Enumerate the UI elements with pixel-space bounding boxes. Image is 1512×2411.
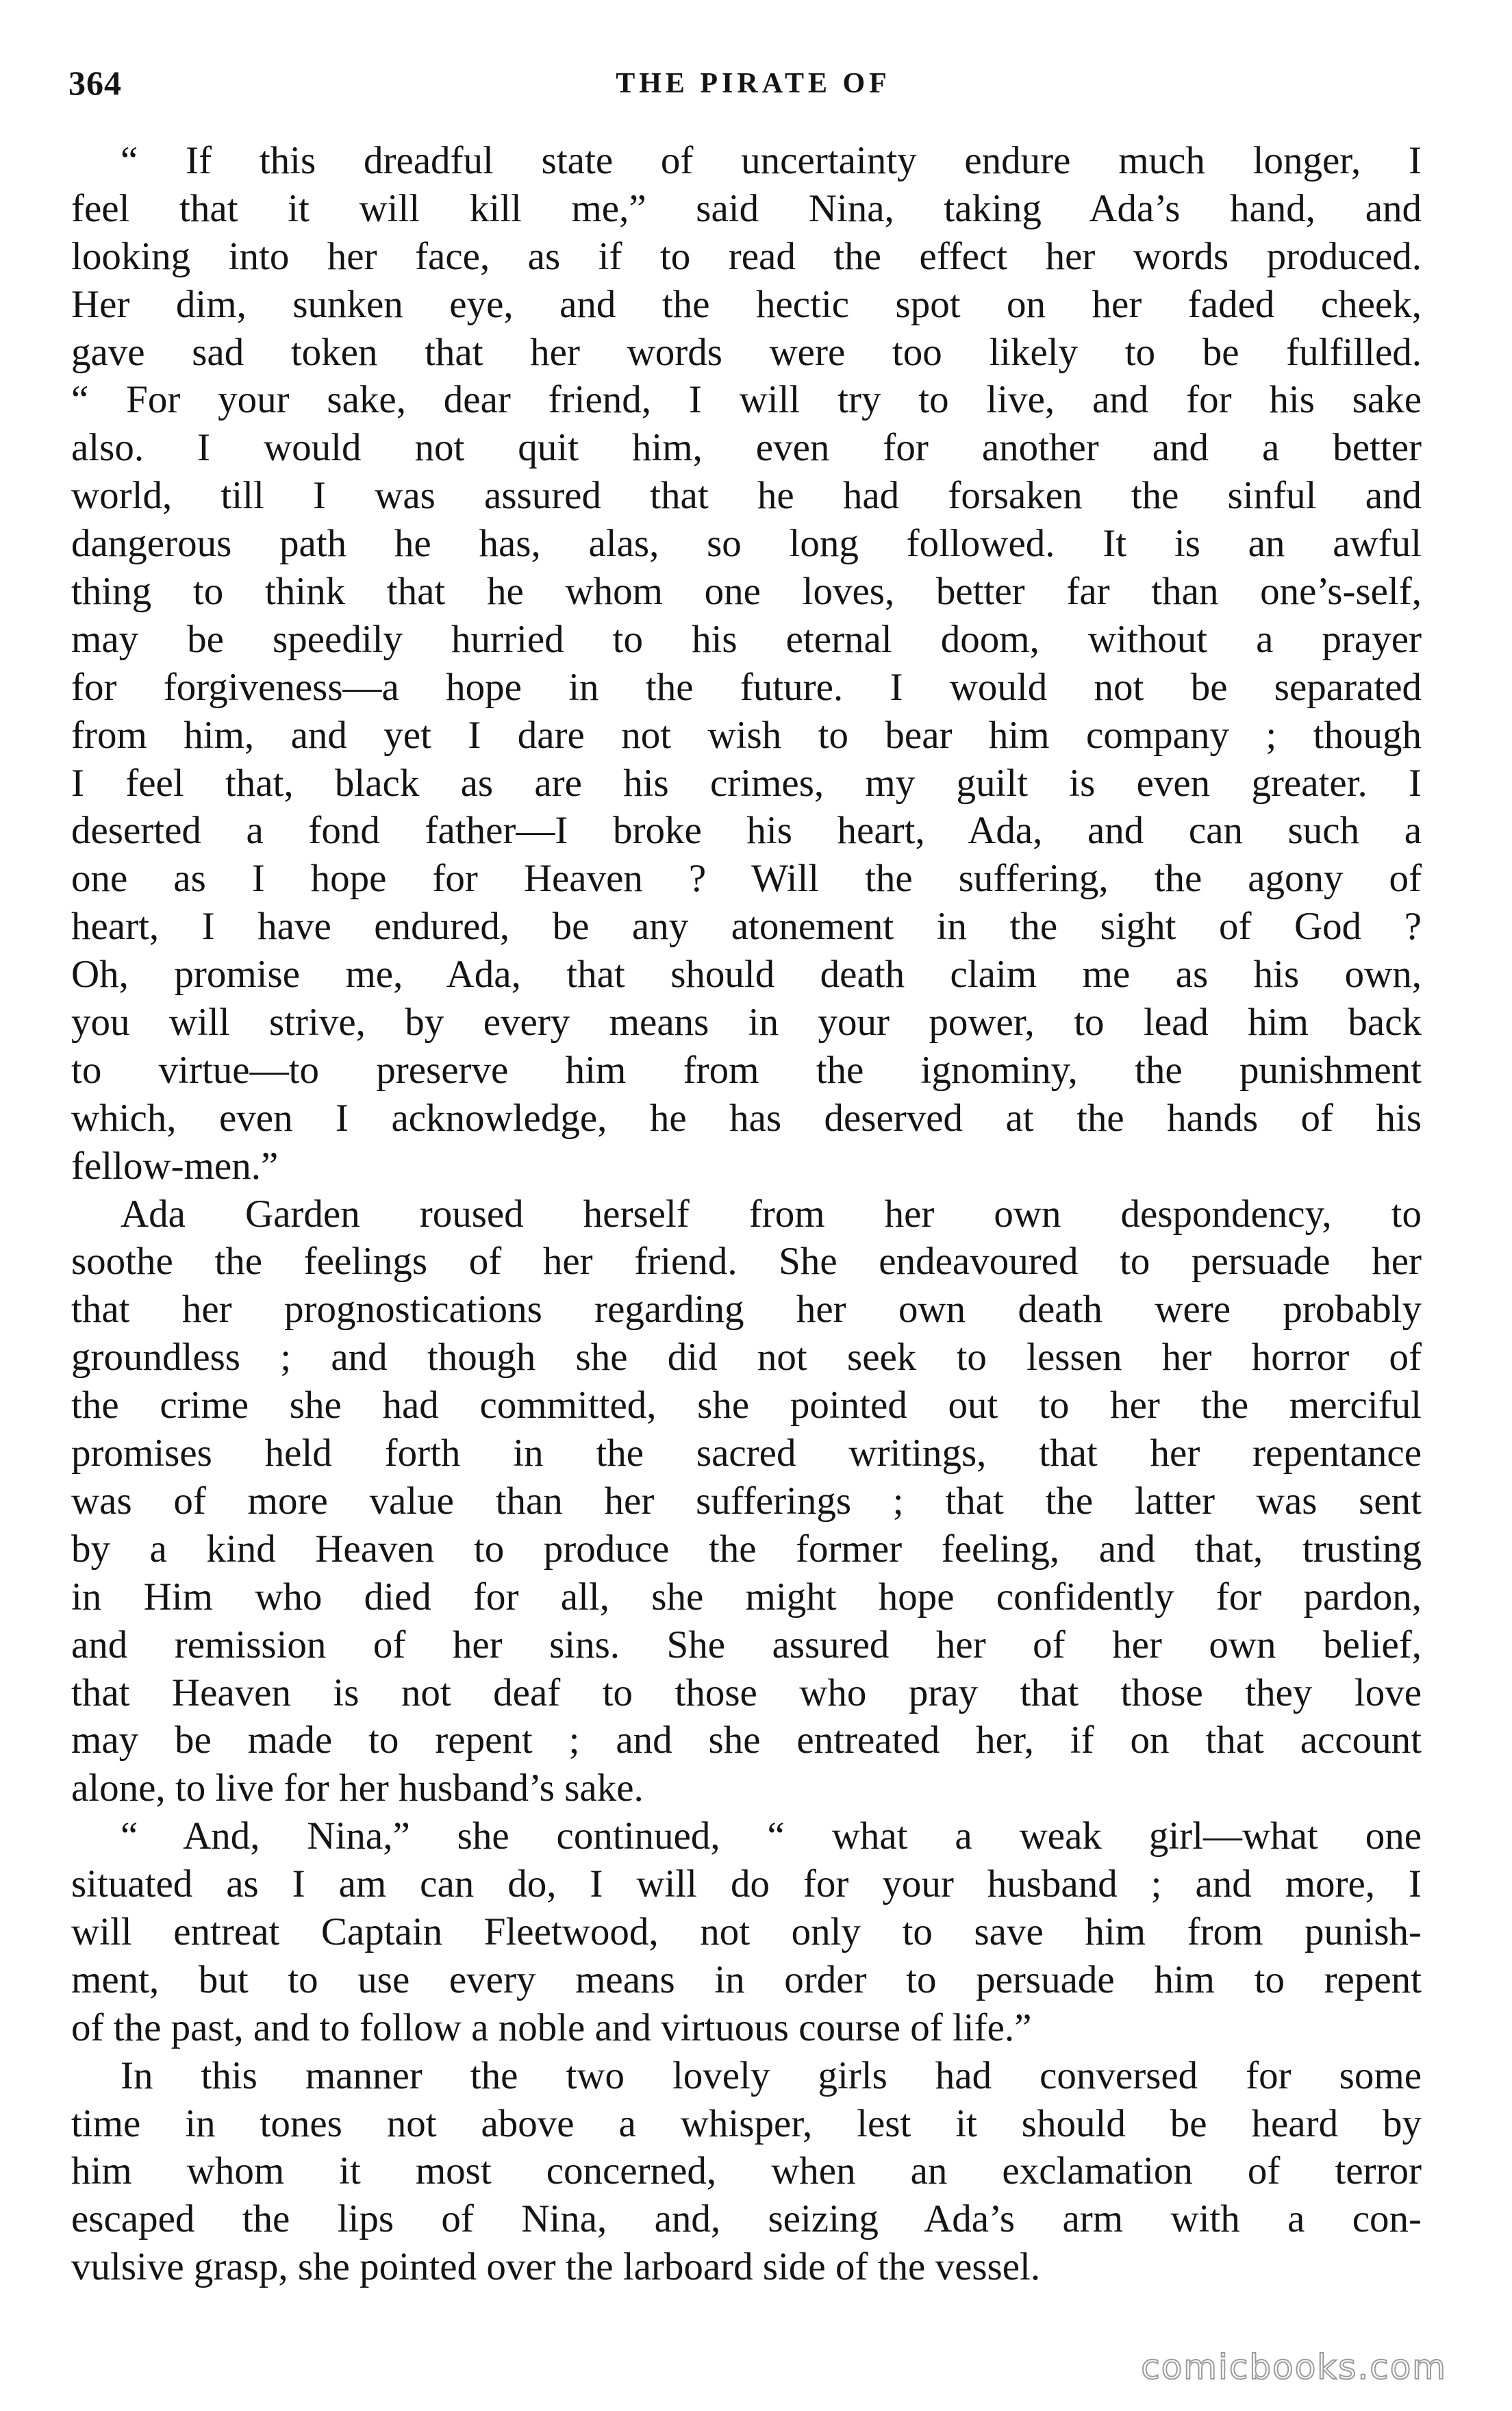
text-line: world, till I was assured that he had forsaken the sinful and <box>71 474 1422 518</box>
text-line: escaped the lips of Nina, and, seizing Ada’s arm with a con- <box>71 2197 1422 2241</box>
text-line: of the past, and to follow a noble and virtuous course of life.” <box>71 2006 1032 2049</box>
text-line: dangerous path he has, alas, so long followed. It is an awful <box>71 522 1422 566</box>
text-line: him whom it most concerned, when an exclamation of terror <box>71 2149 1422 2193</box>
text-line: “ If this dreadful state of uncertainty endure much longer, I <box>121 139 1422 182</box>
text-line: In this manner the two lovely girls had conversed for some <box>121 2053 1422 2097</box>
text-line: that her prognostications regarding her own death were probably <box>71 1288 1422 1332</box>
text-line: was of more value than her sufferings ; that the latter was sent <box>71 1479 1422 1523</box>
text-line: feel that it will kill me,” said Nina, taking Ada’s hand, and <box>71 186 1422 230</box>
paragraph <box>71 2052 1422 2291</box>
text-line: which, even I acknowledge, he has deserved at the hands of his <box>71 1096 1422 1140</box>
text-line: that Heaven is not deaf to those who pray that those they love <box>71 1671 1422 1714</box>
text-line: thing to think that he whom one loves, better far than one’s-self, <box>71 570 1422 614</box>
text-line: by a kind Heaven to produce the former feeling, and that, trusting <box>71 1527 1422 1571</box>
text-line: in Him who died for all, she might hope confidently for pardon, <box>71 1575 1422 1619</box>
text-line: and remission of her sins. She assured her of her own belief, <box>71 1623 1422 1666</box>
text-line: “ And, Nina,” she continued, “ what a weak girl—what one <box>121 1814 1422 1858</box>
paragraph <box>71 1190 1422 1813</box>
text-line: ment, but to use every means in order to persuade him to repent <box>71 1958 1422 2001</box>
text-line: time in tones not above a whisper, lest it should be heard by <box>71 2101 1422 2145</box>
text-line: to virtue—to preserve him from the ignominy, the punishment <box>71 1048 1422 1092</box>
text-line: for forgiveness—a hope in the future. I would not be separated <box>71 665 1422 709</box>
text-line: gave sad token that her words were too likely to be fulfilled. <box>71 330 1422 374</box>
text-line: may be speedily hurried to his eternal doom, without a prayer <box>71 617 1422 661</box>
text-line: one as I hope for Heaven ? Will the suffering, the agony of <box>71 857 1422 901</box>
text-line: Ada Garden roused herself from her own despondency, to <box>121 1192 1422 1236</box>
text-line: situated as I am can do, I will do for your husband ; and more, I <box>71 1862 1422 1906</box>
text-line: Her dim, sunken eye, and the hectic spot on her faded cheek, <box>71 282 1422 326</box>
running-head <box>68 63 1438 111</box>
text-line: also. I would not quit him, even for another and a better <box>71 426 1422 470</box>
text-line: alone, to live for her husband’s sake. <box>71 1766 644 1810</box>
text-line: deserted a fond father—I broke his heart, Ada, and can such a <box>71 809 1422 853</box>
running-title: THE PIRATE OF <box>616 68 891 99</box>
text-line: will entreat Captain Fleetwood, not only to save him from punish- <box>71 1910 1422 1953</box>
body-text <box>71 137 1422 2291</box>
text-line: fellow-men.” <box>71 1144 279 1188</box>
paragraph <box>71 137 1422 1190</box>
text-line: promises held forth in the sacred writings, that her repentance <box>71 1432 1422 1475</box>
text-line: you will strive, by every means in your power, to lead him back <box>71 1001 1422 1045</box>
text-line: vulsive grasp, she pointed over the larboard side of the vessel. <box>71 2245 1041 2289</box>
text-line: looking into her face, as if to read the effect her words produced. <box>71 234 1422 278</box>
text-line: the crime she had committed, she pointed out to her the merciful <box>71 1384 1422 1427</box>
watermark: comicbooks.com <box>1141 2347 1447 2387</box>
text-line: “ For your sake, dear friend, I will try to live, and for his sake <box>71 378 1422 422</box>
text-line: heart, I have endured, be any atonement in the sight of God ? <box>71 905 1422 949</box>
text-line: groundless ; and though she did not seek to lessen her horror of <box>71 1336 1422 1379</box>
paragraph <box>71 1812 1422 2051</box>
page-number: 364 <box>68 64 122 102</box>
text-line: from him, and yet I dare not wish to bear him company ; though <box>71 713 1422 757</box>
text-line: Oh, promise me, Ada, that should death claim me as his own, <box>71 953 1422 997</box>
text-line: soothe the feelings of her friend. She endeavoured to persuade her <box>71 1240 1422 1284</box>
text-line: I feel that, black as are his crimes, my guilt is even greater. I <box>71 761 1422 805</box>
text-line: may be made to repent ; and she entreated her, if on that account <box>71 1719 1422 1762</box>
